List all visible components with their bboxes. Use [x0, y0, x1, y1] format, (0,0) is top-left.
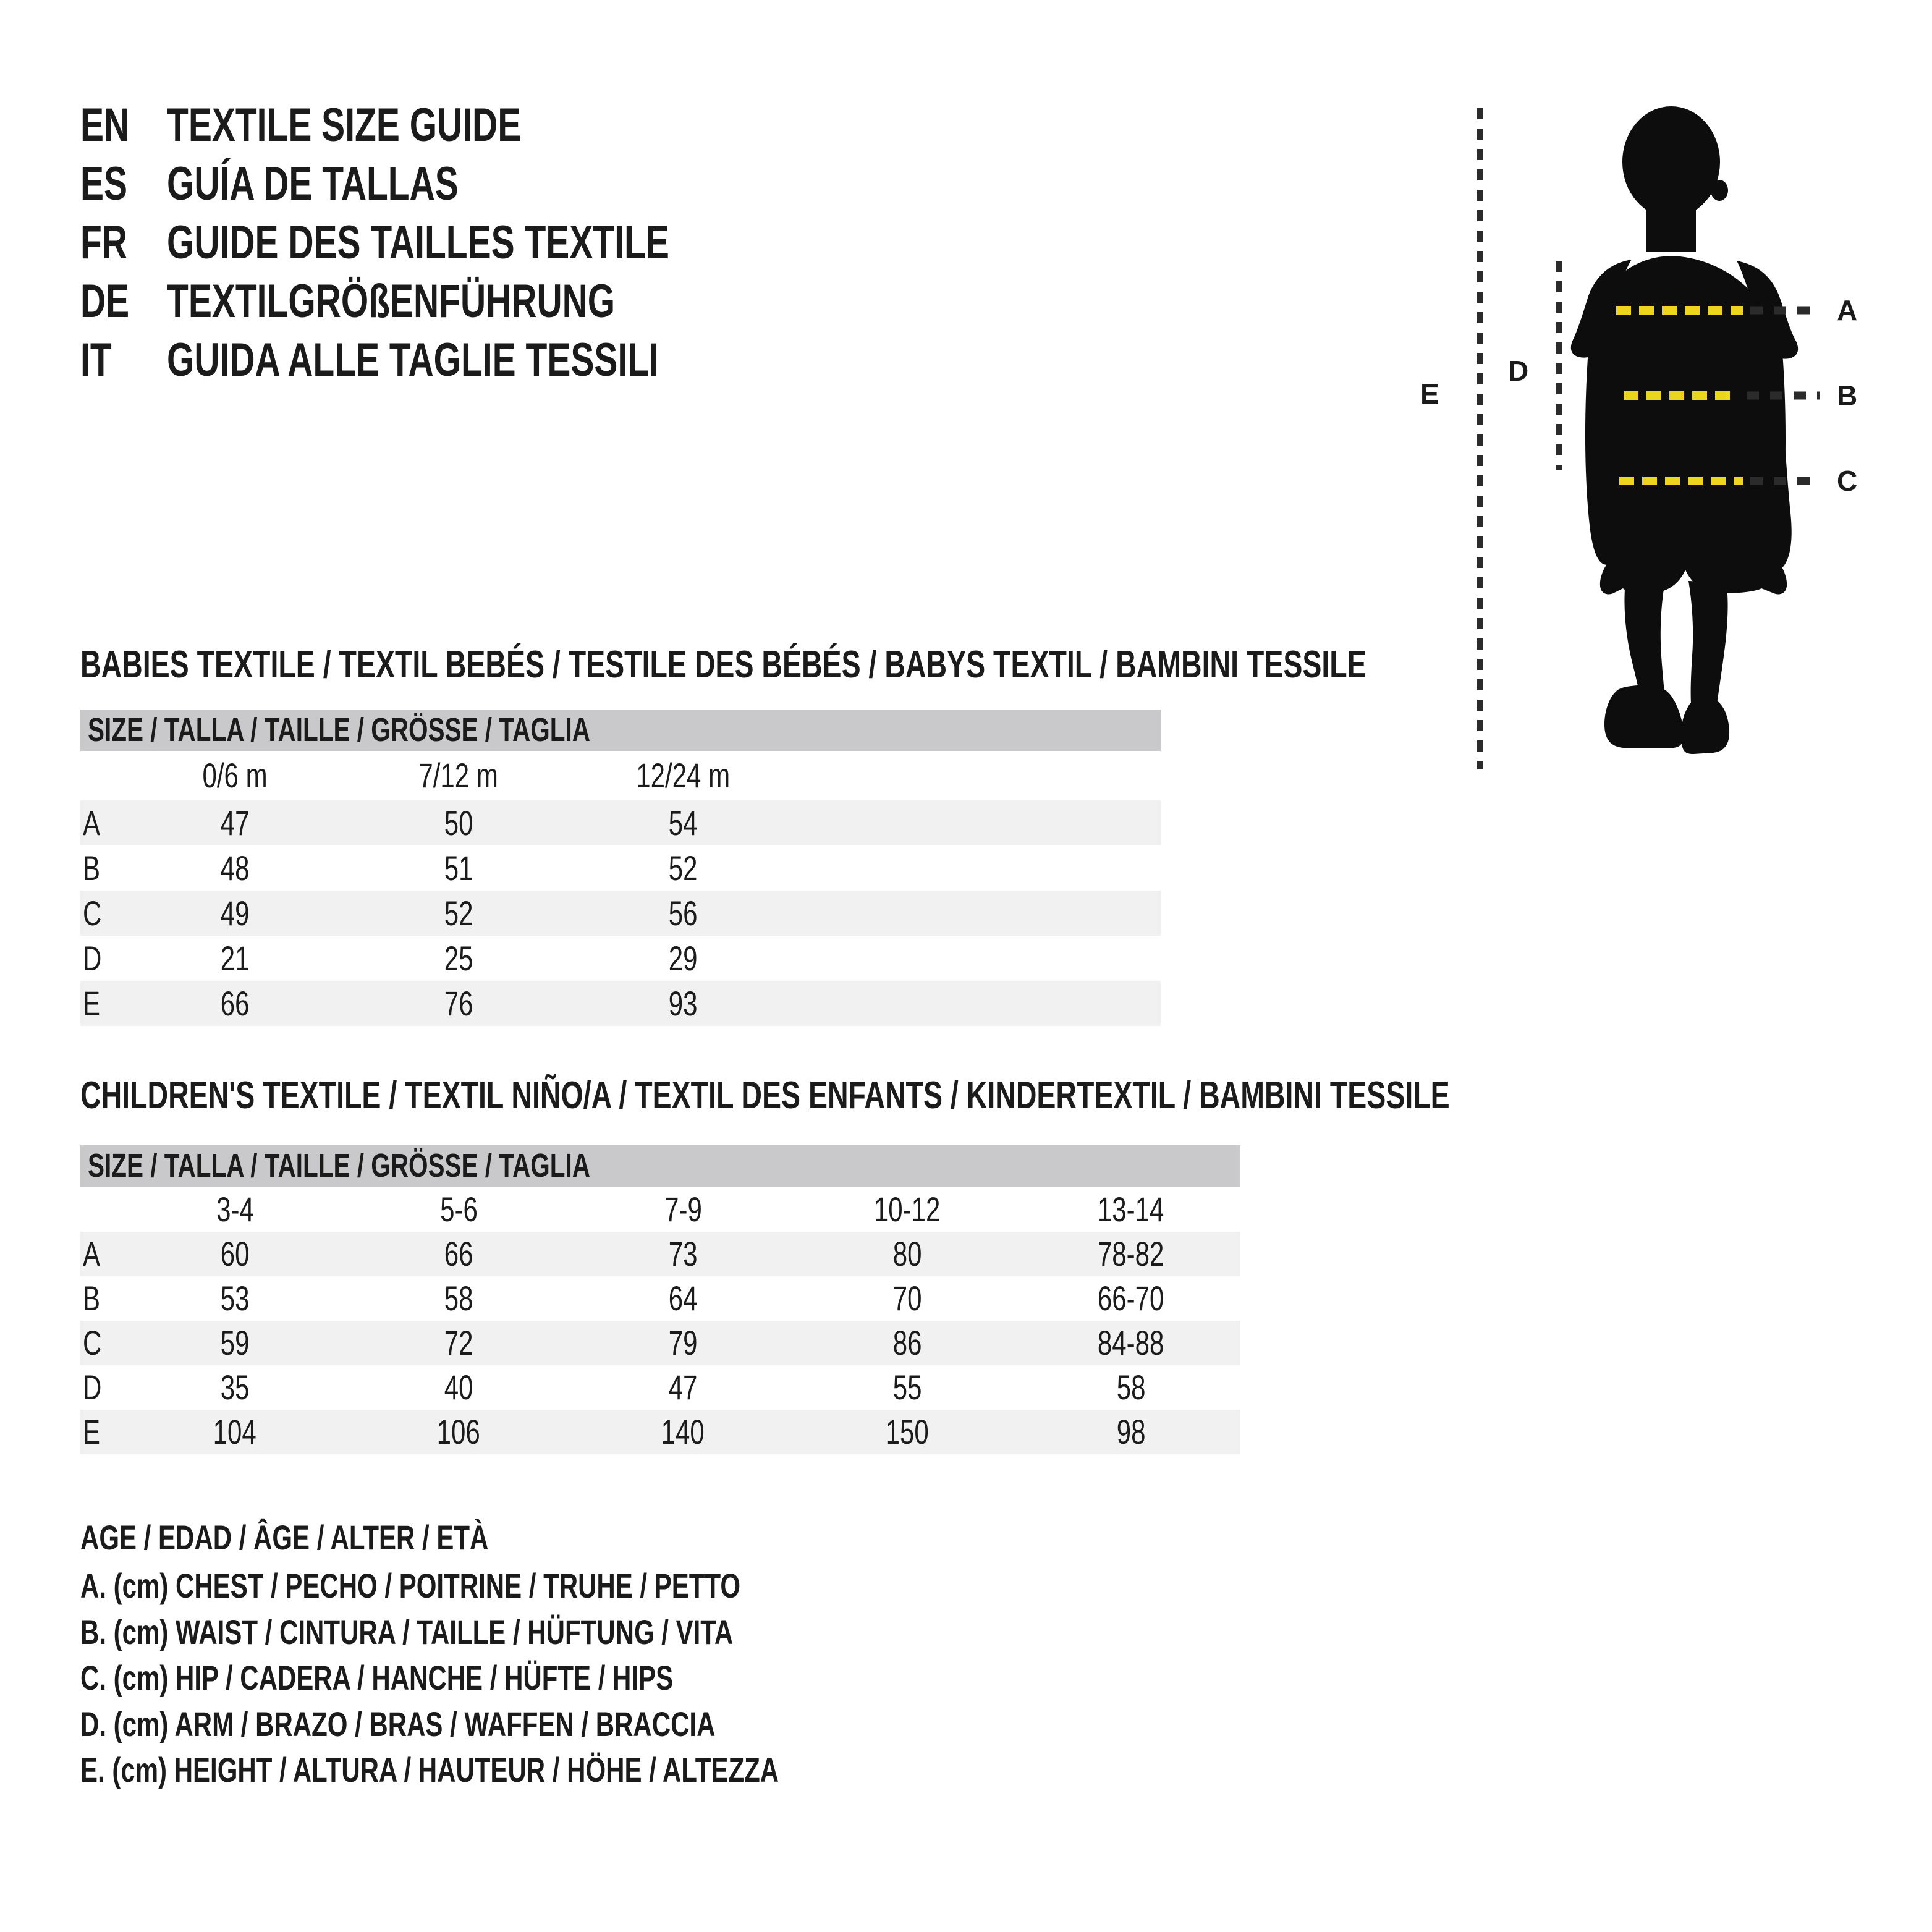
- table-row: [80, 845, 1161, 891]
- table-cell: 104: [213, 1412, 257, 1451]
- children-column-headers: [80, 1187, 1240, 1232]
- row-label: E: [83, 1412, 101, 1451]
- table-cell: 50: [444, 803, 473, 842]
- table-cell: 21: [220, 939, 250, 978]
- table-cell: 150: [885, 1412, 930, 1451]
- column-header: 10-12: [874, 1190, 941, 1229]
- guide-title-es: GUÍA DE TALLAS: [167, 158, 459, 210]
- table-row: [80, 1365, 1240, 1410]
- table-cell: 98: [1116, 1412, 1146, 1451]
- row-label: B: [83, 1279, 101, 1318]
- table-cell: 47: [668, 1368, 698, 1407]
- table-cell: 66-70: [1098, 1279, 1164, 1318]
- waist-label: B: [1837, 379, 1858, 412]
- legend-chest-line: A. (cm) CHEST / PECHO / POITRINE / TRUHE / PETTO: [80, 1566, 741, 1605]
- column-header: 5-6: [439, 1190, 478, 1229]
- row-label: E: [83, 984, 101, 1023]
- table-cell: 40: [444, 1368, 473, 1407]
- table-cell: 66: [444, 1234, 473, 1273]
- language-code: EN: [80, 99, 130, 151]
- table-cell: 86: [892, 1323, 922, 1362]
- legend-arm-line: D. (cm) ARM / BRAZO / BRAS / WAFFEN / BRACCIA: [80, 1705, 716, 1743]
- children-size-header-bar: [80, 1145, 1240, 1187]
- guide-title-fr: GUIDE DES TAILLES TEXTILE: [167, 216, 669, 269]
- table-cell: 59: [220, 1323, 250, 1362]
- column-header: 0/6 m: [202, 756, 268, 795]
- column-header: 3-4: [216, 1190, 254, 1229]
- table-cell: 84-88: [1098, 1323, 1164, 1362]
- table-cell: 80: [892, 1234, 922, 1273]
- table-row: [80, 1321, 1240, 1365]
- hip-label: C: [1837, 465, 1858, 497]
- table-cell: 56: [668, 894, 698, 933]
- table-cell: 35: [220, 1368, 250, 1407]
- table-cell: 58: [444, 1279, 473, 1318]
- column-header: 7-9: [664, 1190, 702, 1229]
- table-cell: 78-82: [1098, 1234, 1164, 1273]
- row-label: A: [83, 803, 101, 842]
- table-cell: 140: [661, 1412, 705, 1451]
- table-row: [80, 936, 1161, 981]
- row-label: C: [83, 1323, 102, 1362]
- row-label: C: [83, 894, 102, 933]
- children-section-title: CHILDREN'S TEXTILE / TEXTIL NIÑO/A / TEXTIL DES ENFANTS / KINDERTEXTIL / BAMBINI TESSILE: [80, 1074, 1450, 1117]
- children-size-table: [80, 1145, 1240, 1454]
- table-cell: 79: [668, 1323, 698, 1362]
- table-cell: 66: [220, 984, 250, 1023]
- column-header: 13-14: [1098, 1190, 1164, 1229]
- language-code: IT: [80, 334, 112, 386]
- table-cell: 70: [892, 1279, 922, 1318]
- babies-section-title: BABIES TEXTILE / TEXTIL BEBÉS / TESTILE DES BÉBÉS / BABYS TEXTIL / BAMBINI TESSILE: [80, 643, 1366, 686]
- table-cell: 51: [444, 849, 473, 888]
- table-cell: 52: [668, 849, 698, 888]
- table-cell: 60: [220, 1234, 250, 1273]
- guide-title-en: TEXTILE SIZE GUIDE: [167, 99, 522, 151]
- table-row: [80, 1276, 1240, 1321]
- legend-age-line: AGE / EDAD / ÂGE / ALTER / ETÀ: [80, 1518, 489, 1557]
- height-label: E: [1420, 378, 1439, 410]
- language-code: ES: [80, 158, 128, 210]
- table-cell: 72: [444, 1323, 473, 1362]
- table-row: [80, 891, 1161, 936]
- table-cell: 53: [220, 1279, 250, 1318]
- babies-size-header-bar: [80, 710, 1161, 751]
- row-label: D: [83, 1368, 102, 1407]
- guide-title-it: GUIDA ALLE TAGLIE TESSILI: [167, 334, 659, 386]
- size-header-label: SIZE / TALLA / TAILLE / GRÖSSE / TAGLIA: [88, 711, 590, 748]
- row-label: B: [83, 849, 101, 888]
- table-cell: 48: [220, 849, 250, 888]
- table-row: [80, 1232, 1240, 1276]
- table-cell: 73: [668, 1234, 698, 1273]
- table-cell: 54: [668, 803, 698, 842]
- table-cell: 55: [892, 1368, 922, 1407]
- row-label: D: [83, 939, 102, 978]
- language-code: FR: [80, 216, 127, 269]
- table-cell: 58: [1116, 1368, 1146, 1407]
- table-cell: 76: [444, 984, 473, 1023]
- table-row: [80, 800, 1161, 845]
- legend-height-line: E. (cm) HEIGHT / ALTURA / HAUTEUR / HÖHE / ALTEZZA: [80, 1750, 779, 1789]
- legend-waist-line: B. (cm) WAIST / CINTURA / TAILLE / HÜFTUNG / VITA: [80, 1612, 734, 1651]
- table-cell: 25: [444, 939, 473, 978]
- table-cell: 49: [220, 894, 250, 933]
- table-row: [80, 981, 1161, 1026]
- table-cell: 52: [444, 894, 473, 933]
- column-header: 12/24 m: [636, 756, 730, 795]
- language-code: DE: [80, 275, 130, 328]
- size-header-label: SIZE / TALLA / TAILLE / GRÖSSE / TAGLIA: [88, 1147, 590, 1184]
- babies-size-table: [80, 710, 1161, 1026]
- table-cell: 47: [220, 803, 250, 842]
- table-cell: 29: [668, 939, 698, 978]
- legend-hip-line: C. (cm) HIP / CADERA / HANCHE / HÜFTE / HIPS: [80, 1658, 674, 1697]
- table-cell: 106: [436, 1412, 481, 1451]
- row-label: A: [83, 1234, 101, 1273]
- column-header: 7/12 m: [418, 756, 499, 795]
- table-cell: 64: [668, 1279, 698, 1318]
- arm-label: D: [1508, 355, 1529, 387]
- guide-title-de: TEXTILGRÖßENFÜHRUNG: [167, 275, 616, 328]
- table-cell: 93: [668, 984, 698, 1023]
- chest-label: A: [1837, 294, 1858, 326]
- babies-column-headers: [80, 751, 1161, 800]
- table-row: [80, 1410, 1240, 1454]
